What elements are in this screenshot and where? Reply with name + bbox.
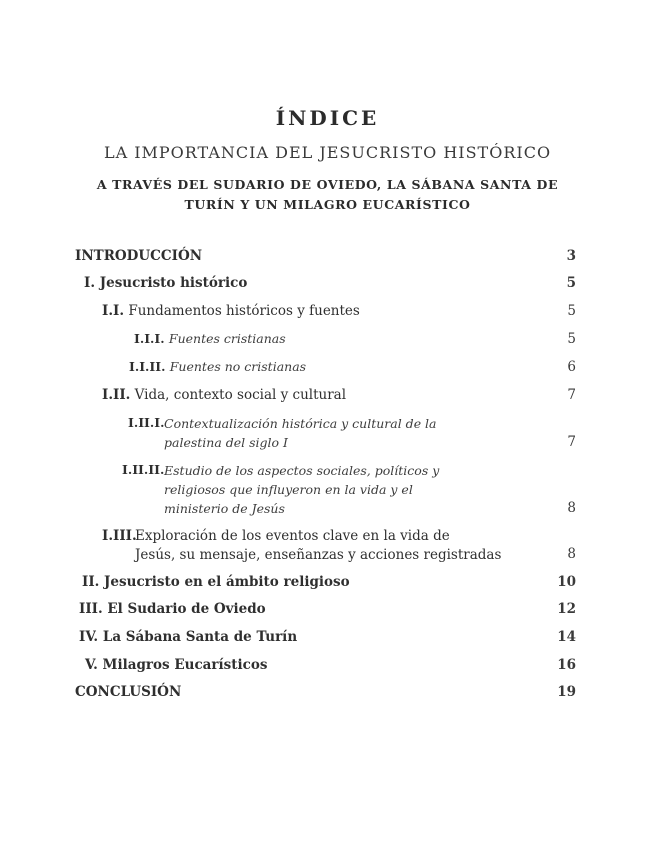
toc-entry-conclusion[interactable] bbox=[75, 684, 181, 700]
toc-entry-section-1-2-1[interactable] bbox=[164, 414, 437, 452]
toc-entry-label: Milagros Eucarísticos bbox=[102, 657, 268, 673]
toc-page-number: 5 bbox=[566, 275, 576, 291]
toc-entry-number: II. bbox=[82, 574, 100, 590]
toc-entry-label: Fuentes no cristianas bbox=[169, 359, 307, 374]
toc-page-number: 6 bbox=[567, 359, 576, 375]
toc-page-number: 3 bbox=[566, 248, 576, 264]
toc-entry-number: IV. bbox=[79, 629, 99, 645]
toc-page-number: 8 bbox=[567, 500, 576, 516]
toc-entry-section-5[interactable] bbox=[85, 657, 267, 673]
index-title: ÍNDICE bbox=[275, 106, 380, 130]
toc-entry-section-1-2-2[interactable] bbox=[164, 461, 439, 518]
toc-entry-number: I.I. bbox=[102, 303, 125, 319]
toc-page-number: 7 bbox=[567, 387, 576, 403]
toc-entry-label-line: Estudio de los aspectos sociales, políticos y bbox=[164, 463, 440, 478]
toc-entry-label: Jesucristo histórico bbox=[99, 275, 248, 291]
toc-entry-number: I. bbox=[84, 275, 96, 291]
toc-entry-number: I.I.II. bbox=[129, 359, 166, 374]
toc-entry-section-1-1-1[interactable] bbox=[134, 331, 286, 347]
toc-page-number: 16 bbox=[557, 657, 576, 673]
toc-entry-section-1-2[interactable] bbox=[102, 387, 346, 403]
toc-entry-label: Vida, contexto social y cultural bbox=[134, 387, 347, 403]
toc-entry-section-4[interactable] bbox=[79, 629, 297, 645]
toc-entry-label: CONCLUSIÓN bbox=[75, 684, 182, 700]
toc-entry-label-line: ministerio de Jesús bbox=[164, 501, 285, 516]
toc-entry-introduccion[interactable] bbox=[75, 248, 202, 264]
toc-page-number: 19 bbox=[557, 684, 576, 700]
toc-entry-label-line: religiosos que influyeron en la vida y el bbox=[164, 482, 413, 497]
toc-page-number: 14 bbox=[557, 629, 576, 645]
toc-entry-section-1[interactable] bbox=[84, 275, 247, 291]
toc-entry-label: La Sábana Santa de Turín bbox=[102, 629, 298, 645]
toc-entry-label-line: palestina del siglo I bbox=[164, 435, 288, 450]
toc-entry-section-3[interactable] bbox=[79, 601, 266, 617]
toc-entry-number: I.III. bbox=[102, 528, 137, 544]
toc-entry-number: V. bbox=[85, 657, 98, 673]
toc-entry-number: I.I.I. bbox=[134, 331, 165, 346]
toc-page-number: 7 bbox=[567, 434, 576, 450]
toc-entry-number: I.II. bbox=[102, 387, 131, 403]
toc-entry-label: Fundamentos históricos y fuentes bbox=[128, 303, 360, 319]
toc-entry-section-1-3-number bbox=[102, 528, 137, 544]
toc-entry-label: El Sudario de Oviedo bbox=[107, 601, 266, 617]
toc-entry-label-line: Exploración de los eventos clave en la vida de bbox=[135, 528, 450, 544]
toc-entry-section-1-1[interactable] bbox=[102, 303, 360, 319]
toc-page-number: 5 bbox=[567, 331, 576, 347]
toc-entry-section-1-1-2[interactable] bbox=[129, 359, 306, 375]
toc-entry-section-1-3[interactable] bbox=[135, 527, 501, 565]
document-subtitle: A TRAVÉS DEL SUDARIO DE OVIEDO, LA SÁBANA SANTA DE TURÍN Y UN MILAGRO EUCARÍSTICO bbox=[96, 177, 559, 212]
toc-page-number: 5 bbox=[567, 303, 576, 319]
toc-entry-number: I.II.II. bbox=[122, 462, 165, 477]
toc-entry-section-1-2-1-number bbox=[128, 415, 164, 431]
toc-entry-label: Fuentes cristianas bbox=[168, 331, 286, 346]
toc-entry-number: I.II.I. bbox=[128, 415, 165, 430]
toc-page-number: 12 bbox=[557, 601, 576, 617]
toc-entry-label: INTRODUCCIÓN bbox=[75, 248, 203, 264]
toc-entry-label: Jesucristo en el ámbito religioso bbox=[104, 574, 350, 590]
toc-entry-label-line: Jesús, su mensaje, enseñanzas y acciones registradas bbox=[135, 547, 502, 563]
toc-entry-section-1-2-2-number bbox=[122, 462, 164, 478]
toc-entry-number: III. bbox=[79, 601, 103, 617]
document-title: LA IMPORTANCIA DEL JESUCRISTO HISTÓRICO bbox=[103, 143, 552, 162]
toc-entry-section-2[interactable] bbox=[82, 574, 350, 590]
toc-page-number: 10 bbox=[557, 574, 576, 590]
toc-page-number: 8 bbox=[567, 546, 576, 562]
toc-entry-label-line: Contextualización histórica y cultural de la bbox=[164, 416, 437, 431]
